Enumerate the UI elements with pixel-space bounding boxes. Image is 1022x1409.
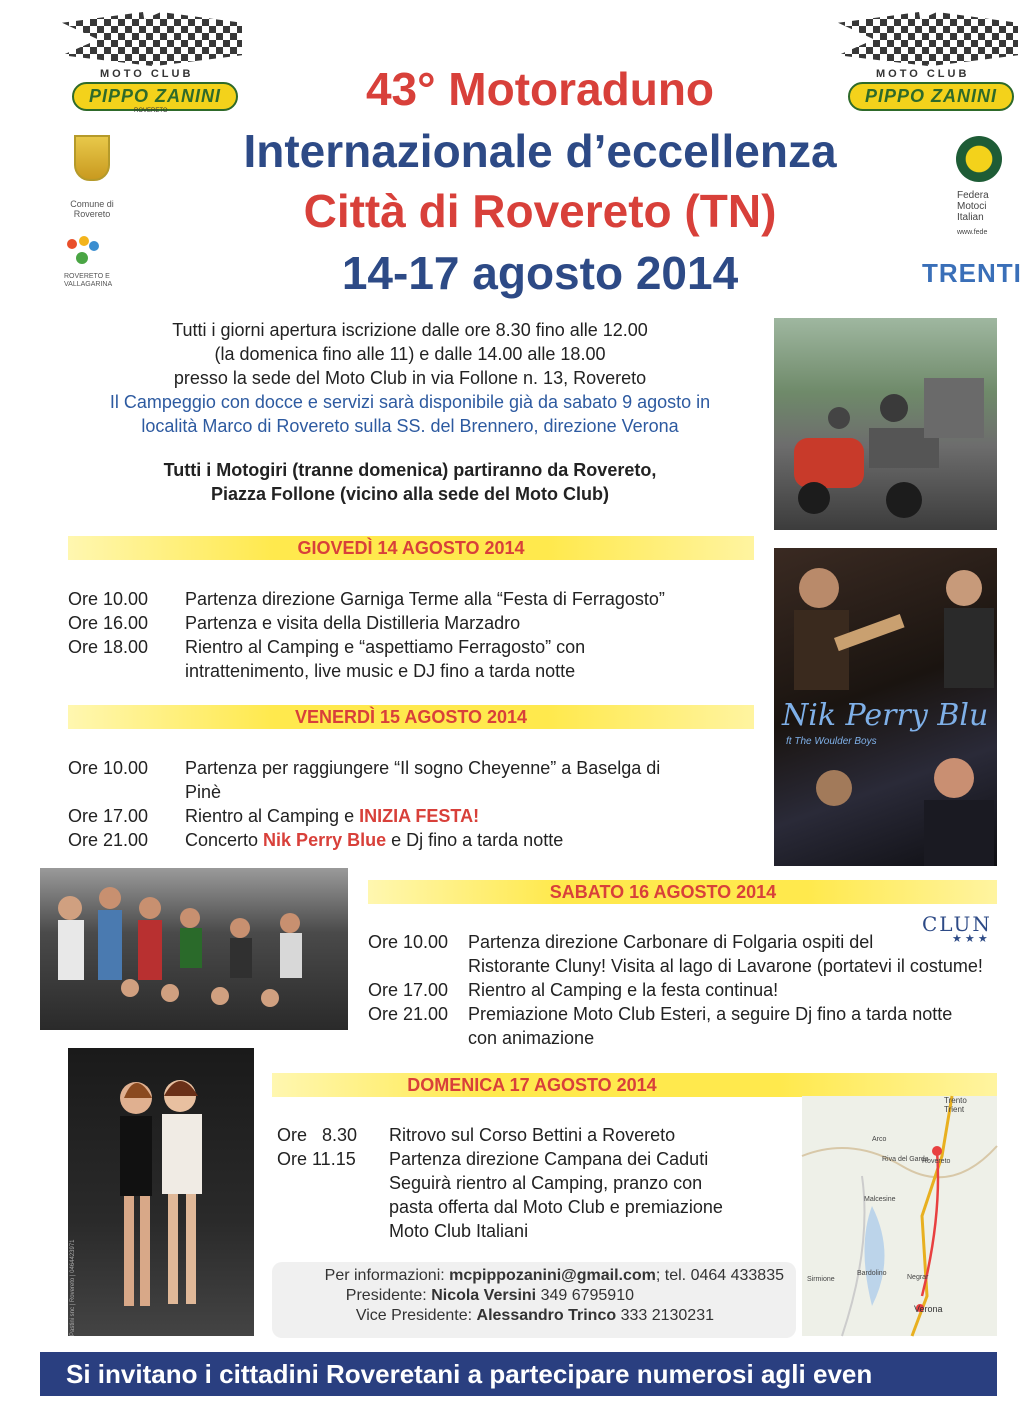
- photo-credit: Pastini snc | Rovereto | 0464423971: [70, 1239, 76, 1336]
- schedule-row: Moto Club Italiani: [389, 1221, 529, 1241]
- schedule-row: intrattenimento, live music e DJ fino a tarda notte: [185, 661, 576, 681]
- schedule-row: Ore 17.00 Rientro al Camping e la festa continua!: [368, 980, 779, 1000]
- coat-of-arms-icon: [74, 135, 110, 181]
- map-label-sirmione: Sirmione: [807, 1276, 835, 1283]
- intro-line-2: (la domenica fino alle 11) e dalle 14.00 alle 18.00: [214, 344, 606, 364]
- schedule-row: Ore 21.00 Concerto Nik Perry Blue e Dj fino a tarda notte: [68, 830, 564, 850]
- club-logo-left: [62, 12, 244, 112]
- schedule-row: Ristorante Cluny! Visita al lago di Lavarone (portatevi il costume!: [468, 956, 983, 976]
- club-name-pill: PIPPO ZANINI: [72, 82, 238, 111]
- schedule-row: pasta offerta dal Moto Club e premiazione: [389, 1197, 723, 1217]
- map-label-riva: Riva del Garda: [882, 1156, 929, 1163]
- checkered-flags-icon: [62, 12, 242, 66]
- intro-line-5: località Marco di Rovereto sulla SS. del Brennero, direzione Verona: [141, 416, 679, 436]
- fmi-url: www.fede: [957, 229, 988, 236]
- schedule-sun: [277, 1123, 797, 1243]
- fmi-logo: [952, 136, 997, 246]
- band-name-highlight: Nik Perry Blue: [263, 830, 387, 850]
- title-line-4: 14-17 agosto 2014: [341, 247, 739, 299]
- title-line-3: Città di Rovereto (TN): [303, 185, 777, 237]
- schedule-row: Ore 11.15 Partenza direzione Campana dei Caduti: [277, 1149, 709, 1169]
- contact-email[interactable]: mcpippozanini@gmail.com: [449, 1267, 656, 1284]
- intro-block: [40, 318, 780, 506]
- schedule-row: con animazione: [468, 1028, 595, 1048]
- schedule-row: Ore 16.00 Partenza e visita della Distilleria Marzadro: [68, 613, 521, 633]
- map-label-trient: Trient: [944, 1105, 965, 1114]
- intro-line-3: presso la sede del Moto Club in via Follone n. 13, Rovereto: [173, 368, 647, 388]
- intro-bold-1: Tutti i Motogiri (tranne domenica) partiranno da Rovereto,: [163, 460, 657, 480]
- day-title-fri: VENERDÌ 15 AGOSTO 2014: [294, 707, 528, 727]
- map-label-verona: Verona: [914, 1304, 943, 1314]
- comune-logo: [62, 135, 122, 225]
- contact-info-box: [272, 1262, 796, 1338]
- schedule-row: Ore 17.00 Rientro al Camping e INIZIA FESTA!: [68, 806, 480, 826]
- footer-banner: Si invitano i cittadini Roveretani a partecipare numerosi agli even: [40, 1352, 997, 1396]
- models-icon: [68, 1048, 254, 1336]
- info-line-3: Vice Presidente: Alessandro Trinco 333 2130231: [355, 1307, 714, 1324]
- schedule-fri: [68, 756, 768, 852]
- day-title-sat: SABATO 16 AGOSTO 2014: [549, 882, 777, 902]
- crowd-photo: [40, 868, 348, 1030]
- band-photo: [774, 548, 997, 866]
- schedule-sat: [368, 930, 997, 1050]
- fmi-text: Federa Motoci Italian: [957, 190, 989, 223]
- cluny-stars-icon: ★ ★ ★: [952, 933, 988, 945]
- fmi-emblem-icon: [956, 136, 1002, 182]
- schedule-row: Ore 21.00 Premiazione Moto Club Esteri, a seguire Dj fino a tarda notte: [368, 1004, 953, 1024]
- schedule-row: Ore 10.00 Partenza direzione Garniga Terme alla “Festa di Ferragosto”: [68, 589, 665, 609]
- club-logo-right: [838, 12, 997, 112]
- models-photo: [68, 1048, 254, 1336]
- day-bar-fri: [68, 705, 754, 729]
- comune-text: Comune di Rovereto: [70, 199, 114, 219]
- vallagarina-logo: [64, 236, 134, 286]
- trentino-logo: TRENTI: [922, 258, 1022, 288]
- map-label-arco: Arco: [872, 1136, 887, 1143]
- intro-line-1: Tutti i giorni apertura iscrizione dalle ore 8.30 fino alle 12.00: [172, 320, 648, 340]
- info-line-1: Per informazioni: mcpippozanini@gmail.com; tel. 0464 433835: [324, 1267, 784, 1284]
- schedule-row: Ore 10.00 Partenza per raggiungere “Il sogno Cheyenne” a Baselga di: [68, 758, 661, 778]
- band-subcaption: ft The Woulder Boys: [786, 736, 877, 747]
- club-top-text: MOTO CLUB: [100, 68, 194, 80]
- schedule-row: Ore 10.00 Partenza direzione Carbonare di Folgaria ospiti del: [368, 932, 874, 952]
- title-line-2: Internazionale d’eccellenza: [243, 125, 837, 177]
- club-name-pill: PIPPO ZANINI: [848, 82, 1014, 111]
- cluny-text: CLUN: [922, 912, 992, 936]
- map-label-rovereto: Rovereto: [922, 1158, 951, 1165]
- schedule-thu: [68, 587, 768, 683]
- title-line-1: 43° Motoraduno: [365, 63, 715, 115]
- schedule-row: Pinè: [185, 782, 222, 802]
- checkered-flags-icon: [838, 12, 1018, 66]
- route-map: [802, 1096, 997, 1336]
- crowd-people-icon: [40, 868, 348, 1030]
- schedule-row: Ore 18.00 Rientro al Camping e “aspettiamo Ferragosto” con: [68, 637, 586, 657]
- day-title-thu: GIOVEDÌ 14 AGOSTO 2014: [297, 538, 525, 558]
- club-city-text: ROVERETO: [134, 108, 168, 114]
- map-label-trento: Trento: [944, 1096, 967, 1105]
- day-bar-sun: [272, 1073, 997, 1097]
- band-caption: Nik Perry Blu: [782, 698, 989, 733]
- map-roads-icon: [802, 1096, 997, 1336]
- day-bar-thu: [68, 536, 754, 560]
- vallagarina-text: ROVERETO E VALLAGARINA: [64, 273, 113, 288]
- map-label-bardolino: Bardolino: [857, 1270, 887, 1277]
- people-dots-icon: [64, 236, 100, 268]
- club-top-text: MOTO CLUB: [876, 68, 970, 80]
- intro-bold-2: Piazza Follone (vicino alla sede del Moto Club): [210, 484, 610, 504]
- inizia-festa-highlight: INIZIA FESTA!: [359, 806, 480, 826]
- day-title-sun: DOMENICA 17 AGOSTO 2014: [407, 1075, 657, 1095]
- info-line-2: Presidente: Nicola Versini 349 6795910: [345, 1287, 634, 1304]
- schedule-row: Seguirà rientro al Camping, pranzo con: [389, 1173, 703, 1193]
- motorbike-sidecar-icon: [774, 318, 997, 530]
- sidecar-photo: [774, 318, 997, 530]
- map-label-negrar: Negrar: [907, 1274, 929, 1281]
- day-bar-sat: [368, 880, 997, 904]
- intro-line-4: Il Campeggio con docce e servizi sarà disponibile già da sabato 9 agosto in: [109, 392, 711, 412]
- map-label-malcesine: Malcesine: [864, 1196, 896, 1203]
- schedule-row: Ore 8.30 Ritrovo sul Corso Bettini a Rovereto: [277, 1125, 676, 1145]
